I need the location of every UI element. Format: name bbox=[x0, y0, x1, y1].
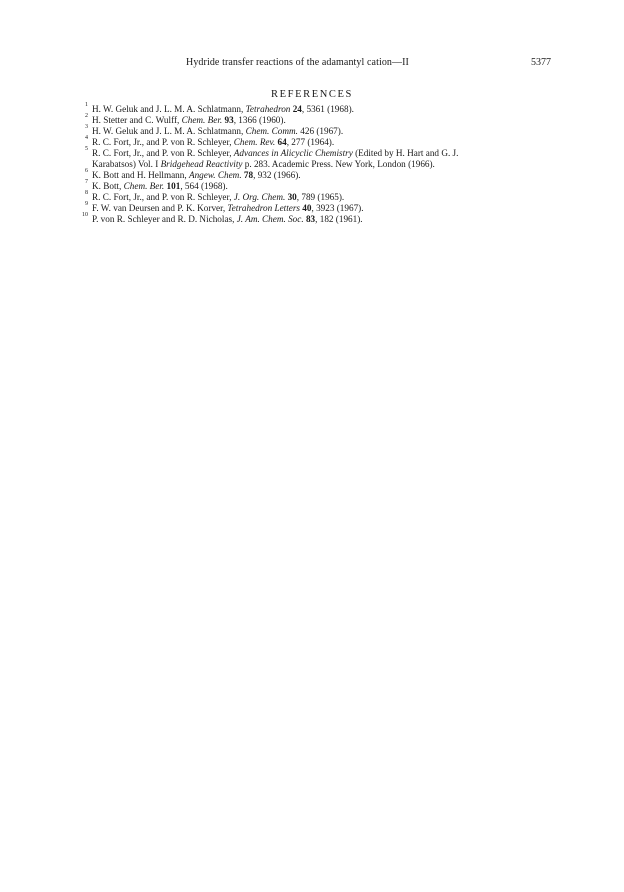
reference-pages-year: , 277 (1964). bbox=[286, 137, 335, 147]
reference-authors: H. Stetter and C. Wulff, bbox=[92, 115, 182, 125]
reference-authors: R. C. Fort, Jr., and P. von R. Schleyer, bbox=[92, 137, 234, 147]
reference-volume: 93 bbox=[224, 115, 234, 125]
reference-authors: F. W. van Deursen and P. K. Korver, bbox=[92, 203, 228, 213]
reference-item bbox=[82, 192, 562, 203]
reference-journal: Tetrahedron Letters bbox=[227, 203, 300, 213]
reference-number: 1 bbox=[85, 102, 88, 108]
reference-journal: Chem. Ber. bbox=[123, 181, 165, 191]
reference-authors: R. C. Fort, Jr., and P. von R. Schleyer, bbox=[92, 192, 234, 202]
reference-journal: Tetrahedron bbox=[245, 104, 291, 114]
reference-volume: 30 bbox=[287, 192, 297, 202]
reference-pages-year: , 3923 (1967). bbox=[311, 203, 364, 213]
reference-volume: 78 bbox=[243, 170, 254, 180]
reference-journal: Chem. Rev. bbox=[233, 137, 276, 147]
reference-item bbox=[82, 137, 562, 148]
reference-pages-year: , 932 (1966). bbox=[253, 170, 301, 180]
reference-number: 5 bbox=[85, 146, 88, 152]
reference-volume: 83 bbox=[305, 214, 316, 224]
reference-number: 7 bbox=[85, 179, 88, 185]
reference-item bbox=[82, 148, 562, 170]
references-list bbox=[82, 104, 562, 225]
reference-number: 3 bbox=[85, 124, 88, 130]
reference-number: 10 bbox=[82, 212, 88, 218]
reference-item bbox=[82, 126, 562, 137]
reference-journal: Chem. Ber. bbox=[181, 115, 223, 125]
reference-journal: Angew. Chem. bbox=[188, 170, 242, 180]
reference-book-title: Bridgehead Reactivity bbox=[160, 159, 243, 169]
reference-authors: H. W. Geluk and J. L. M. A. Schlatmann, bbox=[92, 104, 246, 114]
reference-pages-year: , 182 (1961). bbox=[315, 214, 363, 224]
reference-number: 4 bbox=[85, 135, 88, 141]
reference-authors: K. Bott and H. Hellmann, bbox=[92, 170, 189, 180]
reference-pages-year: 426 (1967). bbox=[300, 126, 344, 136]
page-number: 5377 bbox=[531, 57, 551, 68]
reference-pages-year: , 5361 (1968). bbox=[301, 104, 354, 114]
reference-item bbox=[82, 181, 562, 192]
reference-pages-year: (Edited by H. Hart and G. J. bbox=[355, 148, 459, 158]
reference-volume: 40 bbox=[302, 203, 312, 213]
reference-volume: 101 bbox=[166, 181, 181, 191]
reference-authors: R. C. Fort, Jr., and P. von R. Schleyer, bbox=[92, 148, 234, 158]
reference-number: 6 bbox=[85, 168, 88, 174]
reference-authors: K. Bott, bbox=[92, 181, 124, 191]
reference-item bbox=[82, 203, 562, 214]
reference-item bbox=[82, 170, 562, 181]
reference-pages-year: , 1366 (1960). bbox=[233, 115, 286, 125]
reference-pages-year: , 564 (1968). bbox=[180, 181, 228, 191]
reference-continuation: Karabatsos) Vol. I Bridgehead Reactivity p. 283. Academic Press. New York, London (1966). bbox=[92, 159, 435, 169]
reference-journal: Advances in Alicyclic Chemistry bbox=[233, 148, 353, 158]
reference-authors: H. W. Geluk and J. L. M. A. Schlatmann, bbox=[92, 126, 246, 136]
reference-journal: J. Org. Chem. bbox=[233, 192, 286, 202]
reference-volume: 24 bbox=[292, 104, 302, 114]
reference-item bbox=[82, 115, 562, 126]
reference-volume: 64 bbox=[277, 137, 287, 147]
reference-authors: P. von R. Schleyer and R. D. Nicholas, bbox=[92, 214, 237, 224]
reference-number: 9 bbox=[85, 201, 88, 207]
reference-journal: J. Am. Chem. Soc. bbox=[236, 214, 304, 224]
reference-journal: Chem. Comm. bbox=[245, 126, 298, 136]
references-heading: REFERENCES bbox=[271, 89, 353, 100]
reference-item bbox=[82, 104, 562, 115]
running-head: Hydride transfer reactions of the adamantyl cation—II bbox=[186, 57, 409, 68]
reference-number: 8 bbox=[85, 190, 88, 196]
reference-pages-year: , 789 (1965). bbox=[296, 192, 345, 202]
reference-item bbox=[82, 214, 562, 225]
reference-number: 2 bbox=[85, 113, 88, 119]
